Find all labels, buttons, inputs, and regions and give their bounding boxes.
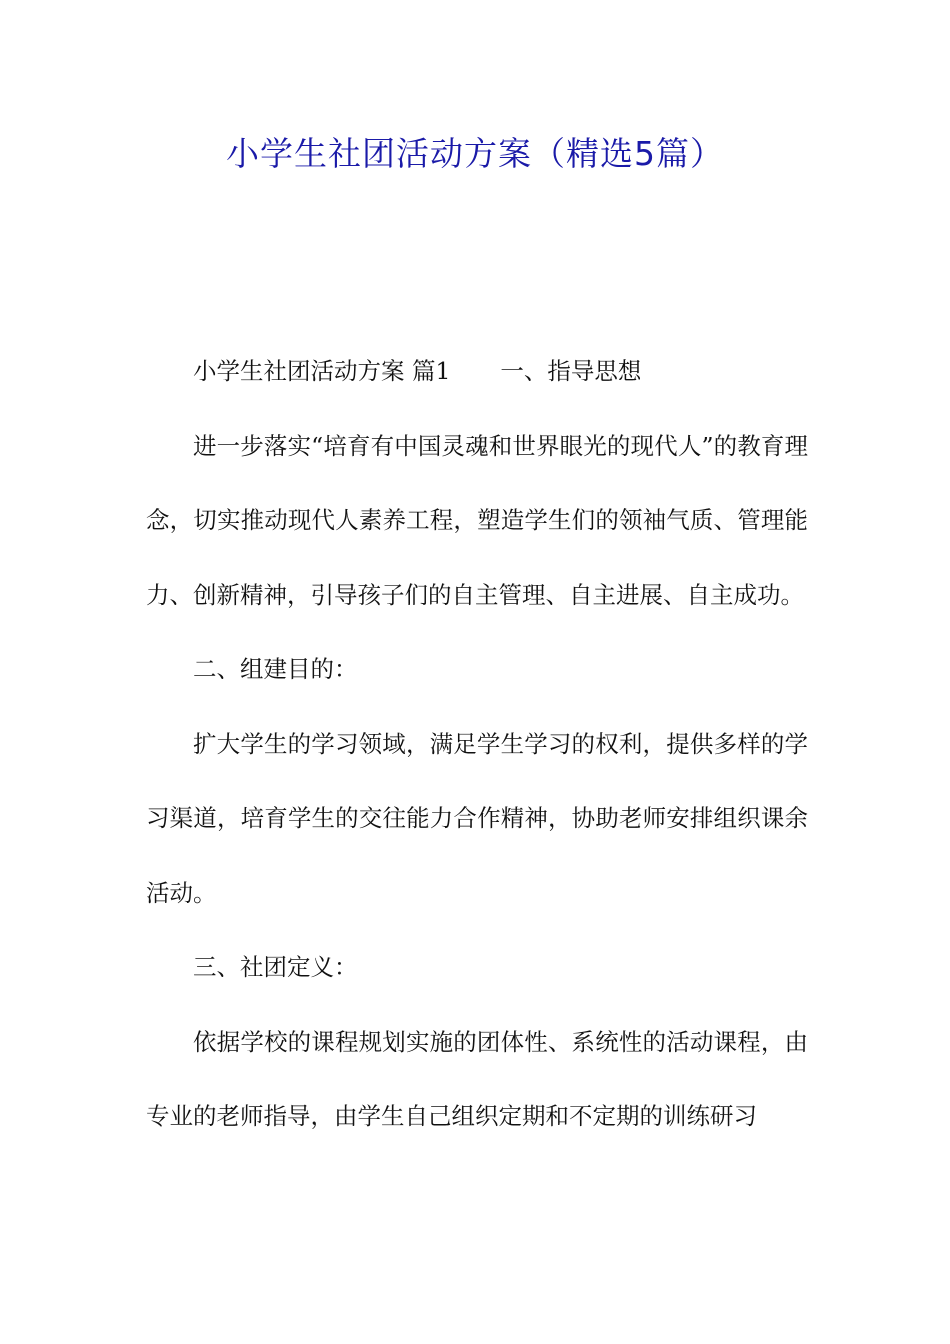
document-title: 小学生社团活动方案（精选5篇） — [226, 134, 724, 173]
article-heading: 小学生社团活动方案 篇1 — [193, 357, 451, 385]
paragraph-guiding-thought: 进一步落实“培育有中国灵魂和世界眼光的现代人”的教育理念，切实推动现代人素养工程，塑造学生们的领袖气质、管理能力、创新精神，引导孩子们的自主管理、自主进展、自主成功。 — [146, 431, 808, 609]
section-heading-1: 一、指导思想 — [500, 357, 642, 385]
first-line — [146, 334, 808, 409]
document-body — [146, 334, 808, 1154]
section-heading-3: 三、社团定义： — [193, 953, 358, 981]
paragraph-purpose: 扩大学生的学习领域，满足学生学习的权利，提供多样的学习渠道，培育学生的交往能力合作精神，协助老师安排组织课余活动。 — [146, 729, 808, 907]
paragraph-definition: 依据学校的课程规划实施的团体性、系统性的活动课程，由专业的老师指导，由学生自己组织定期和不定期的训练研习 — [146, 1027, 808, 1130]
section-heading-2: 二、组建目的： — [193, 655, 358, 683]
